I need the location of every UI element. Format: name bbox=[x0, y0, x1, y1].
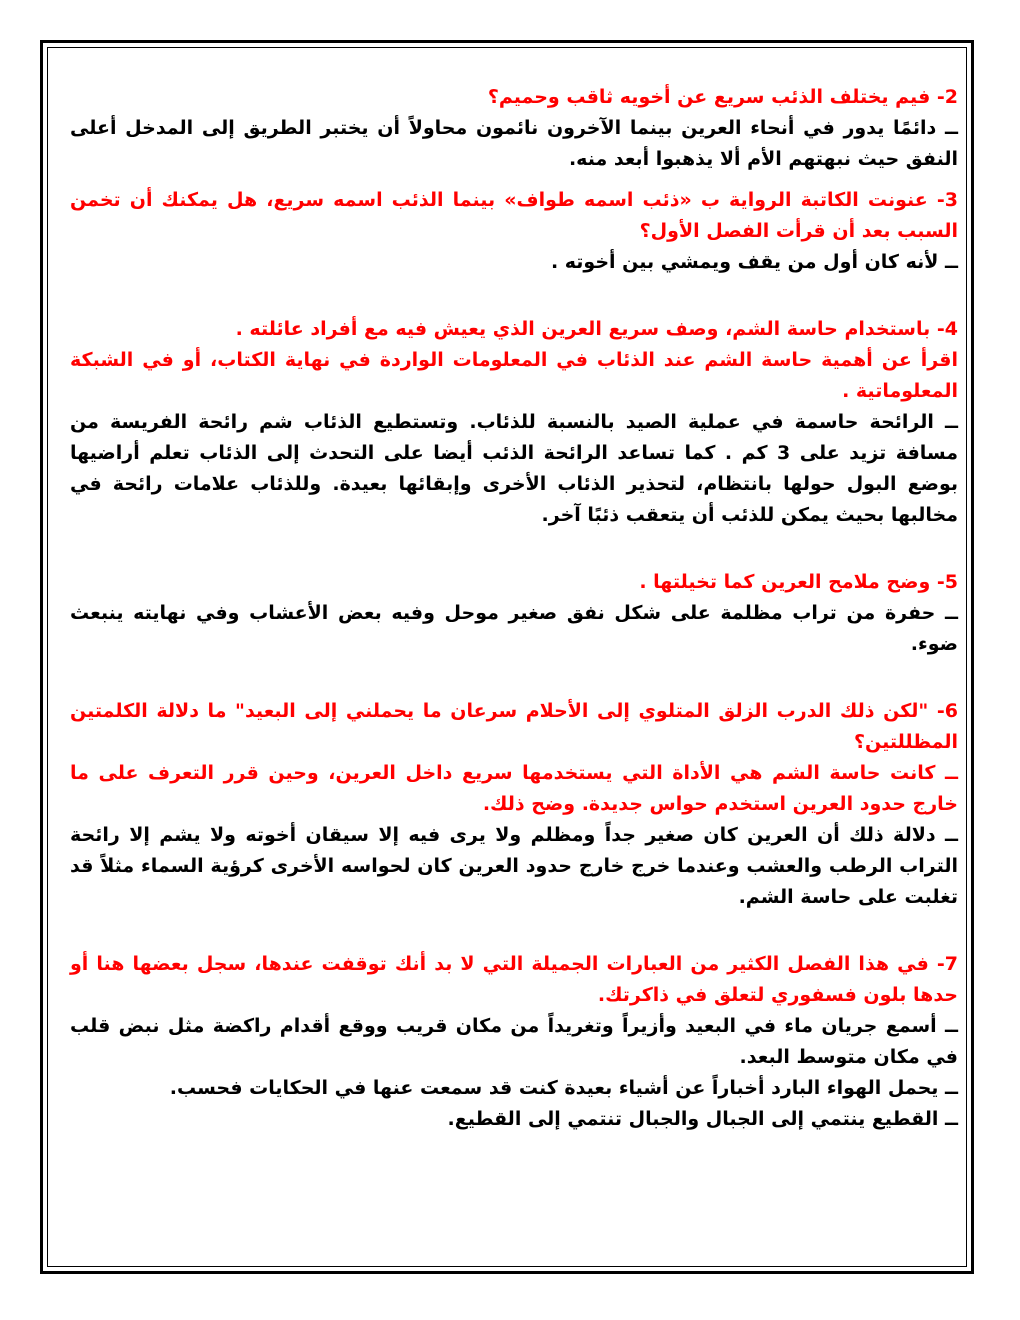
question-3: 3- عنونت الكاتبة الرواية ب «ذئب اسمه طواف» بينما الذئب اسمه سريع، هل يمكنك أن تخمن السبب بعد أن قرأت الفصل الأول؟ bbox=[70, 189, 958, 242]
section-q5 bbox=[70, 567, 958, 660]
answer-3: ــ لأنه كان أول من يقف ويمشي بين أخوته . bbox=[550, 251, 958, 273]
answer-4: ــ الرائحة حاسمة في عملية الصيد بالنسبة للذئاب. وتستطيع الذئاب شم رائحة الفريسة من مسافة تزيد على 3 كم . كما تساعد الرائحة الذئب أيضا على التحدث إلى الذئاب تعلم أراضيها بوضع البول حولها بانتظام، لتحذير الذئاب الأخرى وإبقائها بعيدة. وللذئاب علامات رائحة في مخالبها بحيث يمكن للذئب أن يتعقب ذئبًا آخر. bbox=[70, 411, 958, 526]
question-4-part-2: اقرأ عن أهمية حاسة الشم عند الذئاب في المعلومات الواردة في نهاية الكتاب، أو في الشبكة المعلوماتية . bbox=[70, 349, 958, 402]
question-6-part-2: ــ كانت حاسة الشم هي الأداة التي يستخدمها سريع داخل العرين، وحين قرر التعرف على ما خارج حدود العرين استخدم حواس جديدة. وضح ذلك. bbox=[70, 762, 958, 815]
question-7: 7- في هذا الفصل الكثير من العبارات الجميلة التي لا بد أنك توقفت عندها، سجل بعضها هنا أو حدها بلون فسفوري لتعلق في ذاكرتك. bbox=[70, 953, 958, 1006]
answer-6: ــ دلالة ذلك أن العرين كان صغير جداً ومظلم ولا يرى فيه إلا سيقان أخوته ولا يشم إلا رائحة التراب الرطب والعشب وعندما خرج خارج حدود العرين كان لحواسه الأخرى كرؤية السماء مثلاً قد تغلبت على حاسة الشم. bbox=[70, 824, 958, 908]
section-q6 bbox=[70, 696, 958, 913]
answer-7-2: ــ يحمل الهواء البارد أخباراً عن أشياء بعيدة كنت قد سمعت عنها في الحكايات فحسب. bbox=[169, 1077, 958, 1099]
question-5: 5- وضح ملامح العرين كما تخيلتها . bbox=[639, 571, 958, 593]
question-2: 2- فيم يختلف الذئب سريع عن أخويه ثاقب وحميم؟ bbox=[487, 86, 958, 108]
section-q3 bbox=[70, 185, 958, 278]
answer-7-1: ــ أسمع جريان ماء في البعيد وأزيراً وتغريداً من مكان قريب ووقع أقدام راكضة مثل نبض قلب في مكان متوسط البعد. bbox=[70, 1015, 958, 1068]
answer-2: ــ دائمًا يدور في أنحاء العرين بينما الآخرون نائمون محاولاً أن يختبر الطريق إلى المدخل أعلى النفق حيث نبهتهم الأم ألا يذهبوا أبعد منه. bbox=[70, 117, 958, 170]
section-q7 bbox=[70, 949, 958, 1135]
answer-5: ــ حفرة من تراب مظلمة على شكل نفق صغير موحل وفيه بعض الأعشاب وفي نهايته ينبعث ضوء. bbox=[70, 602, 958, 655]
answer-7-3: ــ القطيع ينتمي إلى الجبال والجبال تنتمي إلى القطيع. bbox=[447, 1108, 958, 1130]
section-q4 bbox=[70, 314, 958, 531]
question-4: 4- باستخدام حاسة الشم، وصف سريع العرين الذي يعيش فيه مع أفراد عائلته . bbox=[235, 318, 958, 340]
worksheet-content bbox=[70, 82, 958, 1145]
section-q2 bbox=[70, 82, 958, 175]
question-6: 6- "لكن ذلك الدرب الزلق المتلوي إلى الأحلام سرعان ما يحملني إلى البعيد" ما دلالة الكلمتين المظللتين؟ bbox=[70, 700, 958, 753]
